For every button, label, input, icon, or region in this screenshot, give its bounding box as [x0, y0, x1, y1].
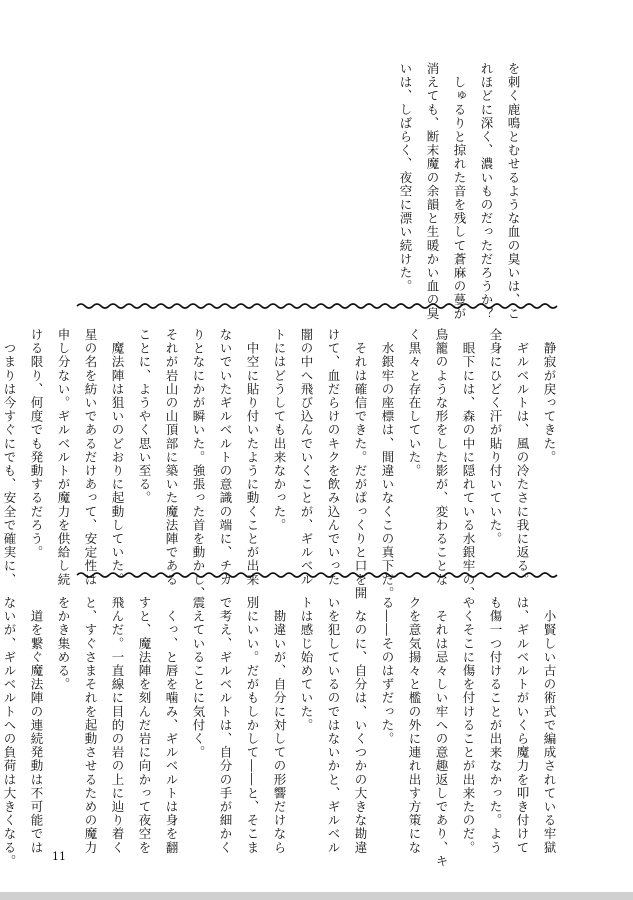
text-line: つまりは今すぐにでも、安全で確実に、	[2, 328, 17, 587]
text-line: やくそこに傷を付けることが出来たのだ。	[461, 596, 476, 855]
text-line: いを犯しているのではないかと、ギルベル	[326, 596, 341, 855]
wave-line	[77, 573, 557, 577]
text-line: それが岩山の山頂部に築いた魔法陣である	[164, 328, 179, 587]
text-line: で考え、ギルベルトは、自分の手が細かく	[218, 596, 233, 855]
text-line: と、すぐさまそれを起動させるための魔力	[83, 596, 98, 855]
text-line: ける限り、何度でも発動するだろう。	[29, 328, 44, 560]
text-line: なのに、自分は、いくつかの大きな勘違	[353, 596, 368, 855]
text-line: 闇の中へ飛び込んでいくことが、ギルベル	[299, 328, 314, 587]
text-line: 中空に貼り付いたように動くことが出来	[245, 328, 260, 587]
text-line: トにはどうしても出来なかった。	[272, 328, 287, 532]
text-line: 申し分ない。ギルベルトが魔力を供給し続	[56, 328, 71, 587]
wavy-divider-2	[77, 571, 557, 579]
text-section-2	[2, 328, 563, 600]
text-line: 道を繋ぐ魔法陣の連続発動は不可能では	[29, 596, 44, 855]
text-line: くっ、と唇を噛み、ギルベルトは身を翻	[164, 596, 179, 855]
text-line: を刺く鹿鳴とむせるような血の臭いは、こ	[506, 62, 521, 321]
text-line: ないが、ギルベルトへの負荷は大きくなる。	[2, 596, 17, 868]
page-number: 11	[52, 850, 66, 863]
text-line: る――そのはずだった。	[380, 596, 395, 746]
text-line: をかき集める。	[56, 596, 71, 692]
text-line: 別にいい。だがもしかして――と、そこま	[245, 596, 260, 855]
text-line: 魔法陣は狙いのどおりに起動していた。	[110, 328, 125, 587]
text-line: しゅるりと掠れた音を残して蒼麻の蔓が	[452, 62, 467, 321]
text-line: く黒々と存在していた。	[407, 328, 422, 478]
text-line: りとなにかが瞬いた。強張った首を動かし、	[191, 328, 206, 600]
text-line: それは確信できた。だがぱっくりと口を開	[353, 328, 368, 600]
wavy-divider-1	[77, 302, 557, 310]
text-line: クを意気揚々と檻の外に連れ出す方策にな	[407, 596, 422, 855]
text-line: 小賢しい古の術式で編成されている牢獄	[542, 596, 557, 855]
text-line: れほどに深く、濃いものだっただろうか？	[479, 62, 494, 321]
text-line: 消えても、断末魔の余韻と生暖かい血の臭	[425, 62, 440, 321]
text-line: 勘違いが、自分に対しての形響だけなら	[272, 596, 287, 855]
text-line: いは、しばらく、夜空に漂い続けた。	[398, 62, 413, 294]
text-line: も傷一つ付けることが出来なかった。よう	[488, 596, 503, 855]
text-line: 水銀牢の座標は、間違いなくこの真下だ。	[380, 328, 395, 600]
text-line: 鳥籠のような形をした影が、変わることな	[434, 328, 449, 587]
text-line: 眼下には、森の中に隠れている水銀牢の、	[461, 328, 476, 600]
text-line: は、ギルベルトがいくら魔力を叩き付けて	[515, 596, 530, 855]
text-line: ことに、ようやく思い至る。	[137, 328, 152, 505]
text-line: すと、魔法陣を刻んだ岩に向かって夜空を	[137, 596, 152, 855]
bottom-bar	[0, 892, 633, 900]
text-line: ないでいたギルベルトの意識の端に、チカ	[218, 328, 233, 587]
text-section-1	[398, 62, 527, 321]
text-line: 星の名を紡いであるだけあって、安定性は	[83, 328, 98, 587]
text-line: ギルベルトは、風の冷たさに我に返る。	[515, 328, 530, 587]
text-line: けて、血だらけのキクを飲み込んでいった	[326, 328, 341, 587]
text-line: 静寂が戻ってきた。	[542, 328, 557, 464]
text-line: 全身にひどく汗が貼り付いていた。	[488, 328, 503, 546]
text-line: それは忌々しい牢への意趣返しであり、キ	[434, 596, 449, 868]
text-line: 飛んだ。一直線に目的の岩の上に辿り着く	[110, 596, 125, 855]
text-line: トは感じ始めていた。	[299, 596, 314, 732]
text-line: 震えていることに気付く。	[191, 596, 206, 760]
wave-line	[77, 304, 557, 308]
